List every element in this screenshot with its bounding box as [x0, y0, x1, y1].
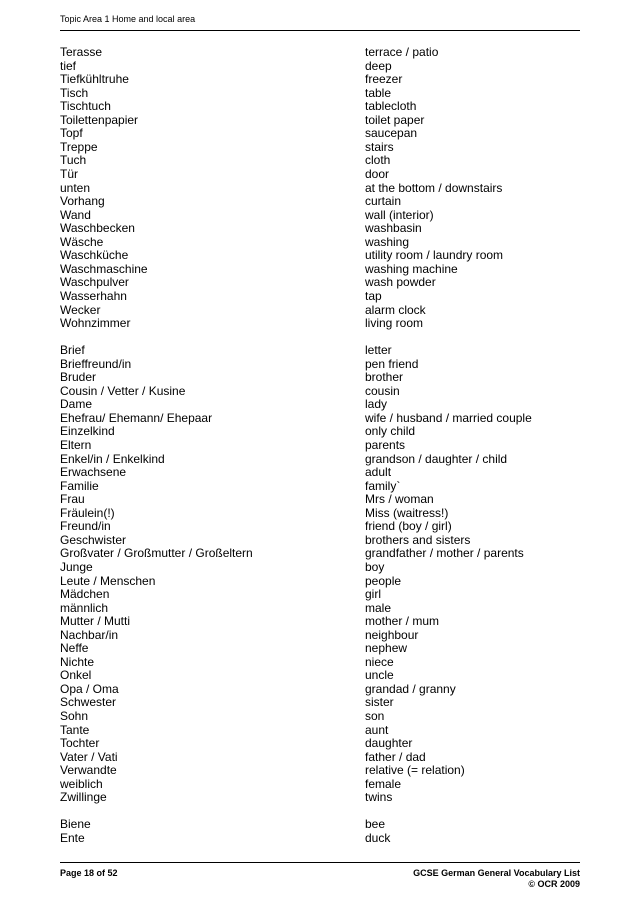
english-translation: adult	[365, 465, 392, 480]
vocab-row	[0, 777, 638, 791]
german-term: Erwachsene	[60, 465, 127, 480]
english-translation: girl	[365, 587, 382, 601]
english-translation: deep	[365, 58, 392, 73]
english-translation: tablecloth	[365, 99, 417, 114]
vocab-row	[0, 181, 638, 195]
english-translation: female	[365, 776, 402, 791]
german-term: Waschküche	[60, 248, 129, 263]
german-term: Tochter	[60, 736, 100, 750]
german-term: unten	[60, 180, 91, 195]
german-term: Vater / Vati	[60, 749, 118, 764]
english-translation: relative (= relation)	[365, 763, 465, 778]
english-translation: son	[365, 708, 385, 723]
english-translation: wife / husband / married couple	[365, 410, 532, 425]
english-translation: tap	[365, 288, 382, 303]
german-term: Waschmaschine	[60, 261, 148, 276]
footer-info	[413, 868, 580, 890]
german-term: Wohnzimmer	[60, 316, 131, 330]
english-translation: Miss (waitress!)	[365, 505, 449, 520]
vocab-row	[0, 682, 638, 696]
german-term: Freund/in	[60, 519, 111, 534]
vocab-row	[0, 750, 638, 764]
vocab-row	[0, 695, 638, 709]
german-term: Enkel/in / Enkelkind	[60, 451, 165, 466]
english-translation: Mrs / woman	[365, 492, 434, 507]
vocab-row	[0, 601, 638, 615]
vocab-row	[0, 289, 638, 303]
vocab-row	[0, 628, 638, 642]
english-translation: niece	[365, 654, 394, 669]
english-translation: neighbour	[365, 627, 419, 642]
german-term: Opa / Oma	[60, 681, 119, 696]
english-translation: aunt	[365, 722, 389, 737]
vocab-row	[0, 587, 638, 601]
german-term: Ehefrau/ Ehemann/ Ehepaar	[60, 410, 213, 425]
german-term: Bruder	[60, 370, 97, 385]
vocab-row	[0, 492, 638, 506]
german-term: Wäsche	[60, 234, 104, 249]
english-translation: parents	[365, 438, 406, 452]
english-translation: washbasin	[365, 221, 422, 236]
vocab-row	[0, 248, 638, 262]
german-term: Vorhang	[60, 194, 105, 209]
english-translation: pen friend	[365, 356, 419, 371]
english-translation: grandad / granny	[365, 681, 456, 696]
vocab-row	[0, 763, 638, 777]
german-term: Neffe	[60, 641, 89, 656]
english-translation: sister	[365, 695, 394, 710]
vocab-row	[0, 221, 638, 235]
vocab-row	[0, 303, 638, 317]
english-translation: friend (boy / girl)	[365, 519, 452, 534]
vocab-row	[0, 479, 638, 493]
english-translation: curtain	[365, 194, 402, 209]
vocab-row	[0, 411, 638, 425]
english-translation: freezer	[365, 72, 403, 87]
vocab-row	[0, 153, 638, 167]
german-term: Zwillinge	[60, 790, 107, 805]
german-term: Nachbar/in	[60, 627, 119, 642]
german-term: Fräulein(!)	[60, 505, 115, 520]
vocab-row	[0, 519, 638, 533]
german-term: Wasserhahn	[60, 288, 127, 303]
vocab-row	[0, 397, 638, 411]
page-header: Topic Area 1 Home and local area	[60, 14, 196, 24]
vocab-row	[0, 275, 638, 289]
vocab-row	[0, 817, 638, 831]
german-term: Sohn	[60, 708, 89, 723]
german-term: Tiefkühltruhe	[60, 72, 129, 87]
english-translation: male	[365, 600, 392, 615]
english-translation: alarm clock	[365, 302, 426, 317]
vocab-row	[0, 574, 638, 588]
german-term: Tischtuch	[60, 99, 111, 114]
vocab-row	[0, 736, 638, 750]
german-term: weiblich	[60, 776, 103, 791]
german-term: Tisch	[60, 85, 89, 100]
german-term: Tante	[60, 722, 90, 737]
vocab-row	[0, 262, 638, 276]
german-term: Verwandte	[60, 763, 117, 778]
english-translation: utility room / laundry room	[365, 248, 504, 263]
german-term: Nichte	[60, 654, 95, 669]
english-translation: stairs	[365, 139, 394, 154]
page-number: Page 18 of 52	[60, 868, 118, 878]
english-translation: grandfather / mother / parents	[365, 546, 524, 561]
english-translation: people	[365, 573, 402, 588]
english-translation: saucepan	[365, 126, 418, 141]
german-term: Brief	[60, 343, 85, 358]
vocab-row	[0, 384, 638, 398]
german-term: Großvater / Großmutter / Großeltern	[60, 546, 253, 561]
english-translation: wall (interior)	[365, 207, 434, 222]
english-translation: table	[365, 85, 392, 100]
vocab-row	[0, 357, 638, 371]
english-translation: cousin	[365, 383, 400, 398]
german-term: Frau	[60, 492, 85, 507]
english-translation: washing	[365, 234, 410, 249]
english-translation: father / dad	[365, 749, 426, 764]
german-term: Toilettenpapier	[60, 112, 139, 127]
english-translation: washing machine	[365, 261, 458, 276]
german-term: Wand	[60, 207, 91, 222]
footer-divider	[60, 862, 580, 863]
german-term: Einzelkind	[60, 424, 115, 439]
vocab-row	[0, 506, 638, 520]
vocab-row	[0, 316, 638, 330]
copyright-notice: © OCR 2009	[528, 879, 580, 889]
vocab-row	[0, 438, 638, 452]
english-translation: family`	[365, 478, 401, 493]
german-term: Leute / Menschen	[60, 573, 156, 588]
english-translation: door	[365, 167, 390, 181]
english-translation: letter	[365, 343, 392, 358]
german-term: Dame	[60, 397, 93, 412]
german-term: Topf	[60, 126, 83, 141]
english-translation: brothers and sisters	[365, 532, 471, 547]
vocab-row	[0, 72, 638, 86]
vocab-row	[0, 452, 638, 466]
english-translation: toilet paper	[365, 112, 425, 127]
vocab-row	[0, 465, 638, 479]
german-term: Ente	[60, 830, 85, 845]
document-title: GCSE German General Vocabulary List	[413, 868, 580, 878]
english-translation: only child	[365, 424, 416, 439]
vocab-row	[0, 831, 638, 845]
german-term: Familie	[60, 478, 99, 493]
german-term: Treppe	[60, 139, 98, 154]
german-term: Eltern	[60, 438, 92, 452]
vocab-row	[0, 167, 638, 181]
german-term: Mutter / Mutti	[60, 614, 131, 629]
vocab-row	[0, 140, 638, 154]
vocab-row	[0, 790, 638, 804]
english-translation: wash powder	[365, 275, 436, 290]
vocab-row	[0, 533, 638, 547]
english-translation: at the bottom / downstairs	[365, 180, 503, 195]
german-term: Tuch	[60, 153, 87, 168]
english-translation: brother	[365, 370, 404, 385]
vocab-row	[0, 546, 638, 560]
english-translation: bee	[365, 817, 386, 832]
vocab-row	[0, 59, 638, 73]
english-translation: uncle	[365, 668, 394, 683]
vocab-row	[0, 641, 638, 655]
vocab-row	[0, 614, 638, 628]
german-term: Onkel	[60, 668, 92, 683]
english-translation: grandson / daughter / child	[365, 451, 508, 466]
vocab-row	[0, 560, 638, 574]
german-term: Biene	[60, 817, 91, 832]
vocab-row	[0, 99, 638, 113]
german-term: Schwester	[60, 695, 117, 710]
german-term: Junge	[60, 559, 93, 574]
vocab-row	[0, 723, 638, 737]
english-translation: duck	[365, 830, 391, 845]
vocab-row	[0, 668, 638, 682]
vocab-row	[0, 126, 638, 140]
german-term: Mädchen	[60, 587, 110, 601]
vocab-row	[0, 86, 638, 100]
german-term: Waschpulver	[60, 275, 129, 290]
english-translation: mother / mum	[365, 614, 440, 629]
english-translation: daughter	[365, 736, 413, 750]
english-translation: boy	[365, 559, 385, 574]
english-translation: nephew	[365, 641, 408, 656]
vocab-row	[0, 343, 638, 357]
vocab-row	[0, 709, 638, 723]
vocab-row	[0, 208, 638, 222]
english-translation: cloth	[365, 153, 391, 168]
german-term: Geschwister	[60, 532, 127, 547]
german-term: Waschbecken	[60, 221, 135, 236]
german-term: tief	[60, 58, 77, 73]
german-term: Brieffreund/in	[60, 356, 132, 371]
german-term: Cousin / Vetter / Kusine	[60, 383, 186, 398]
english-translation: twins	[365, 790, 393, 805]
english-translation: terrace / patio	[365, 45, 439, 59]
vocab-row	[0, 45, 638, 59]
vocab-row	[0, 235, 638, 249]
german-term: Wecker	[60, 302, 101, 317]
vocab-row	[0, 113, 638, 127]
german-term: männlich	[60, 600, 109, 615]
vocab-row	[0, 424, 638, 438]
english-translation: living room	[365, 316, 424, 330]
vocab-row	[0, 370, 638, 384]
german-term: Tür	[60, 167, 78, 181]
english-translation: lady	[365, 397, 388, 412]
vocab-row	[0, 194, 638, 208]
vocab-row	[0, 655, 638, 669]
german-term: Terasse	[60, 45, 103, 59]
